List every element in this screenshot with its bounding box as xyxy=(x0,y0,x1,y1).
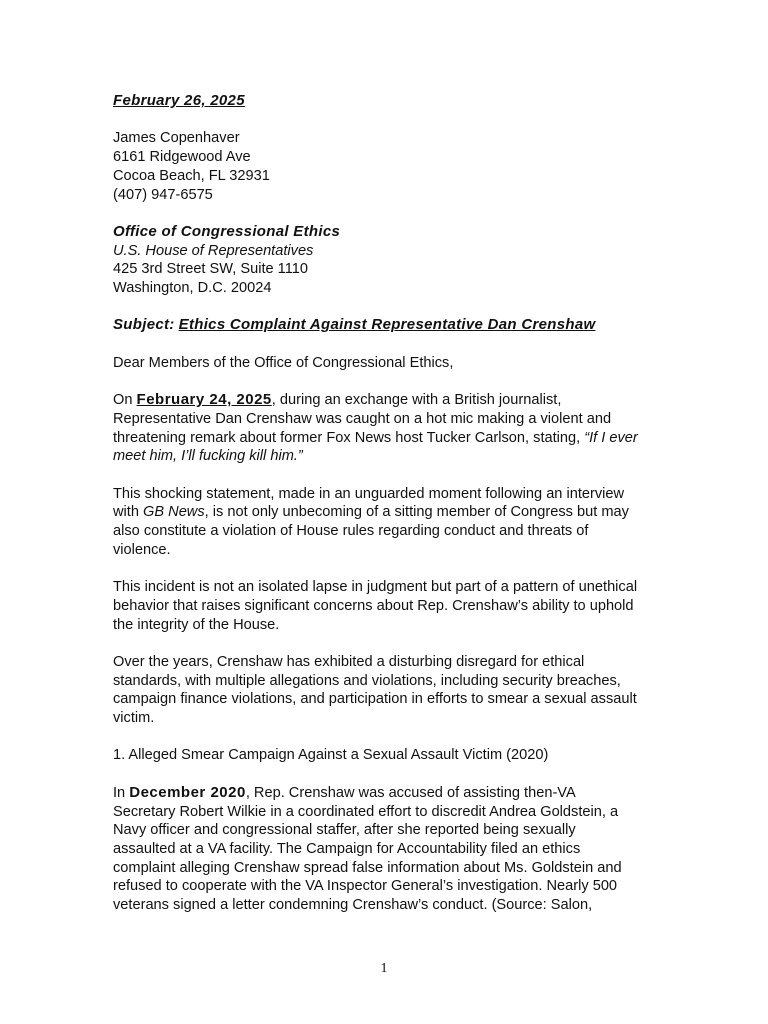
page-number: 1 xyxy=(380,961,388,976)
paragraph-line: Over the years, Crenshaw has exhibited a disturbing disregard for ethical xyxy=(113,653,585,670)
paragraph-statement xyxy=(113,485,673,560)
paragraph-line: Navy officer and congressional staffer, after she reported being sexually xyxy=(113,822,576,839)
paragraph-line: standards, with multiple allegations and violations, including security breaches, xyxy=(113,672,621,689)
paragraph-line: assaulted at a VA facility. The Campaign for Accountability filed an ethics xyxy=(113,840,581,857)
paragraph-line: complaint alleging Crenshaw spread false information about Ms. Goldstein and xyxy=(113,859,622,876)
sender-city: Cocoa Beach, FL 32931 xyxy=(113,167,270,184)
paragraph-line: Secretary Robert Wilkie in a coordinated effort to discredit Andrea Goldstein, a xyxy=(113,803,619,820)
recipient-office xyxy=(113,223,673,242)
paragraph-incident xyxy=(113,391,673,466)
sender-street: 6161 Ridgewood Ave xyxy=(113,149,251,166)
letter-date-text: February 26, 2025 xyxy=(113,92,245,109)
subject-line xyxy=(113,316,673,335)
paragraph-line: veterans signed a letter condemning Crenshaw’s conduct. (Source: Salon, xyxy=(113,897,593,914)
recipient-office-text: Office of Congressional Ethics xyxy=(113,222,341,240)
recipient-block xyxy=(113,223,673,298)
letter-date xyxy=(113,92,673,111)
outlet-name: GB News xyxy=(143,504,205,521)
subject-label: Subject: xyxy=(113,316,175,334)
quote-text: “If I ever xyxy=(584,429,638,446)
letter-body xyxy=(113,92,673,915)
paragraph-line: behavior that raises significant concerns about Rep. Crenshaw’s ability to uphold xyxy=(113,597,634,614)
quote-text: meet him, I’ll fucking kill him.” xyxy=(113,448,303,465)
recipient-street: 425 3rd Street SW, Suite 1110 xyxy=(113,261,308,278)
paragraph-line xyxy=(113,391,673,410)
paragraph-pattern xyxy=(113,578,673,634)
sender-phone: (407) 947-6575 xyxy=(113,186,213,203)
paragraph-line: also constitute a violation of House rules regarding conduct and threats of xyxy=(113,523,589,540)
paragraph-line: Representative Dan Crenshaw was caught on a hot mic making a violent and xyxy=(113,410,612,427)
text-run: with xyxy=(113,504,144,521)
event-date: December 2020 xyxy=(129,783,246,801)
paragraph-line: This incident is not an isolated lapse in judgment but part of a pattern of unethical xyxy=(113,579,638,596)
text-run: , Rep. Crenshaw was accused of assisting then-VA xyxy=(245,784,576,801)
subject-title: Ethics Complaint Against Representative Dan Crenshaw xyxy=(178,316,596,334)
text-run: threatening remark about former Fox News host Tucker Carlson, stating, xyxy=(113,429,585,446)
paragraph-line: campaign finance violations, and participation in efforts to smear a sexual assault xyxy=(113,691,637,708)
paragraph-smear-campaign xyxy=(113,784,673,915)
text-run: , during an exchange with a British journalist, xyxy=(271,392,562,409)
paragraph-line: This shocking statement, made in an unguarded moment following an interview xyxy=(113,485,625,502)
text-run: , is not only unbecoming of a sitting member of Congress but may xyxy=(204,504,629,521)
paragraph-line: the integrity of the House. xyxy=(113,616,280,633)
section-heading: 1. Alleged Smear Campaign Against a Sexual Assault Victim (2020) xyxy=(113,747,549,764)
text-run: On xyxy=(113,392,137,409)
recipient-org: U.S. House of Representatives xyxy=(113,242,314,259)
sender-block xyxy=(113,129,673,204)
paragraph-history xyxy=(113,653,673,728)
paragraph-line xyxy=(113,503,673,522)
salutation: Dear Members of the Office of Congressional Ethics, xyxy=(113,354,454,371)
paragraph-line xyxy=(113,784,673,803)
text-run: In xyxy=(113,784,130,801)
paragraph-line: refused to cooperate with the VA Inspector General’s investigation. Nearly 500 xyxy=(113,878,618,895)
recipient-city: Washington, D.C. 20024 xyxy=(113,280,272,296)
paragraph-line: violence. xyxy=(113,541,171,558)
sender-name: James Copenhaver xyxy=(113,130,240,147)
incident-date: February 24, 2025 xyxy=(136,391,272,409)
paragraph-line: victim. xyxy=(113,710,155,727)
paragraph-line xyxy=(113,429,673,448)
